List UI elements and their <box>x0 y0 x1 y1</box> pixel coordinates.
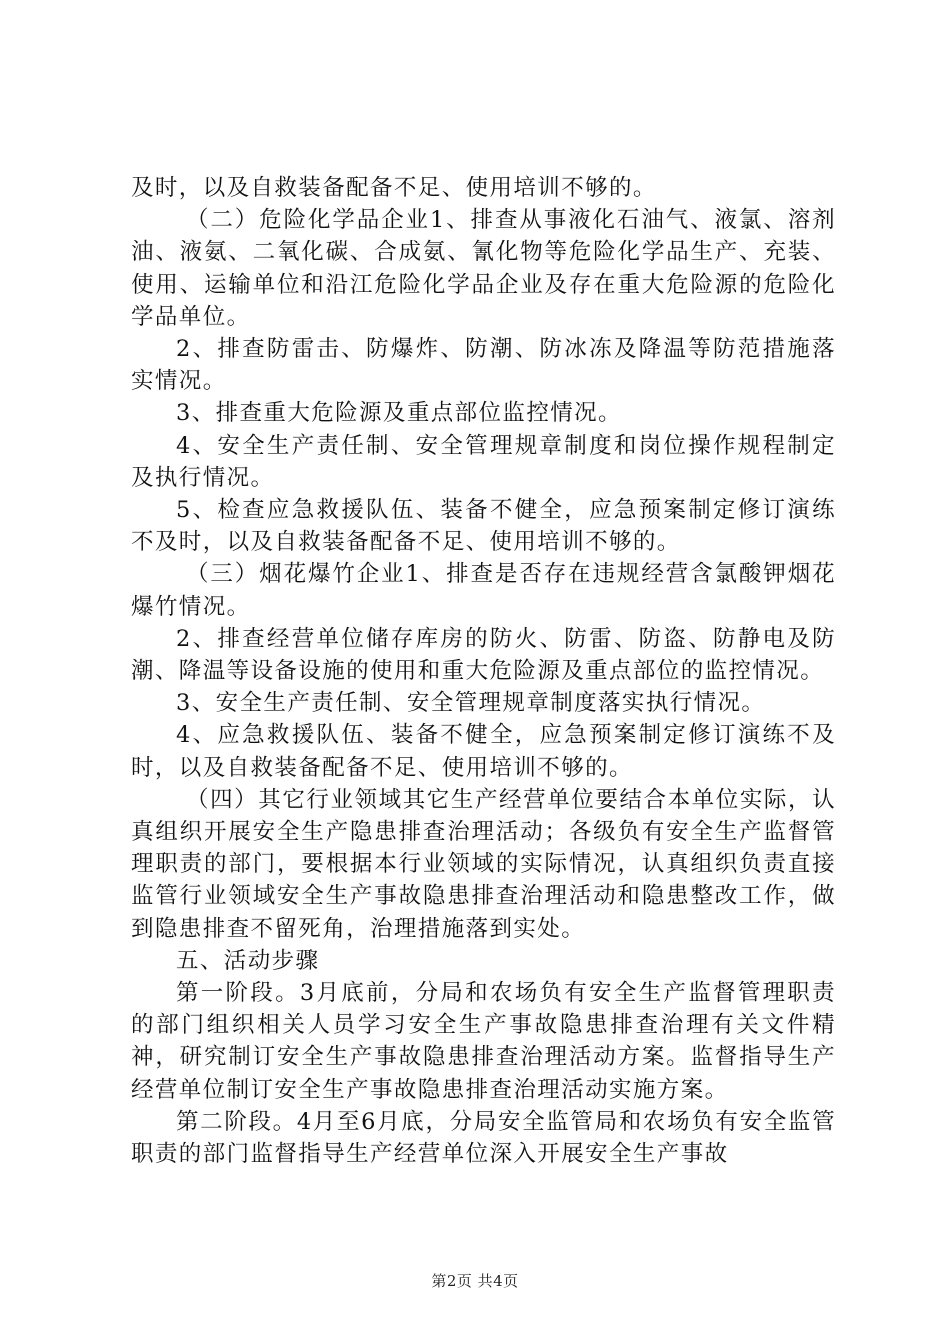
paragraph-7: （三）烟花爆竹企业1、排查是否存在违规经营含氯酸钾烟花爆竹情况。 <box>131 561 836 620</box>
paragraph-9: 3、安全生产责任制、安全管理规章制度落实执行情况。 <box>176 690 766 717</box>
paragraph-6: 5、检查应急救援队伍、装备不健全，应急预案制定修订演练不及时，以及自救装备配备不足、使用培训不够的。 <box>131 497 836 556</box>
paragraph-5: 4、安全生产责任制、安全管理规章制度和岗位操作规程制定及执行情况。 <box>131 432 836 491</box>
paragraph-11: （四）其它行业领域其它生产经营单位要结合本单位实际，认真组织开展安全生产隐患排查治理活动；各级负有安全生产监督管理职责的部门，要根据本行业领域的实际情况，认真组织负责直接监管行业领域安全生产事故隐患排查治理活动和隐患整改工作，做到隐患排查不留死角，治理措施落到实处。 <box>131 786 836 942</box>
page-number-footer: 第2页 共4页 <box>431 1272 519 1290</box>
paragraph-3: 2、排查防雷击、防爆炸、防潮、防冰冻及降温等防范措施落实情况。 <box>131 336 836 395</box>
paragraph-2: （二）危险化学品企业1、排查从事液化石油气、液氯、溶剂油、液氨、二氧化碳、合成氨、氰化物等危险化学品生产、充装、使用、运输单位和沿江危险化学品企业及存在重大危险源的危险化学品单位。 <box>131 207 836 330</box>
paragraph-8: 2、排查经营单位储存库房的防火、防雷、防盗、防静电及防潮、降温等设备设施的使用和重大危险源及重点部位的监控情况。 <box>131 625 836 685</box>
paragraph-4: 3、排查重大危险源及重点部位监控情况。 <box>176 400 622 427</box>
paragraph-13: 第一阶段。3月底前，分局和农场负有安全生产监督管理职责的部门组织相关人员学习安全生产事故隐患排查治理有关文件精神，研究制订安全生产事故隐患排查治理活动方案。监督指导生产经营单位制订安全生产事故隐患排查治理活动实施方案。 <box>131 980 836 1103</box>
paragraph-1: 及时，以及自救装备配备不足、使用培训不够的。 <box>131 175 657 201</box>
paragraph-10: 4、应急救援队伍、装备不健全，应急预案制定修订演练不及时，以及自救装备配备不足、使用培训不够的。 <box>131 722 836 781</box>
section-heading: 五、活动步骤 <box>176 947 320 974</box>
document-body <box>131 172 836 1170</box>
paragraph-14: 第二阶段。4月至6月底，分局安全监管局和农场负有安全监管职责的部门监督指导生产经营单位深入开展安全生产事故 <box>131 1108 836 1168</box>
